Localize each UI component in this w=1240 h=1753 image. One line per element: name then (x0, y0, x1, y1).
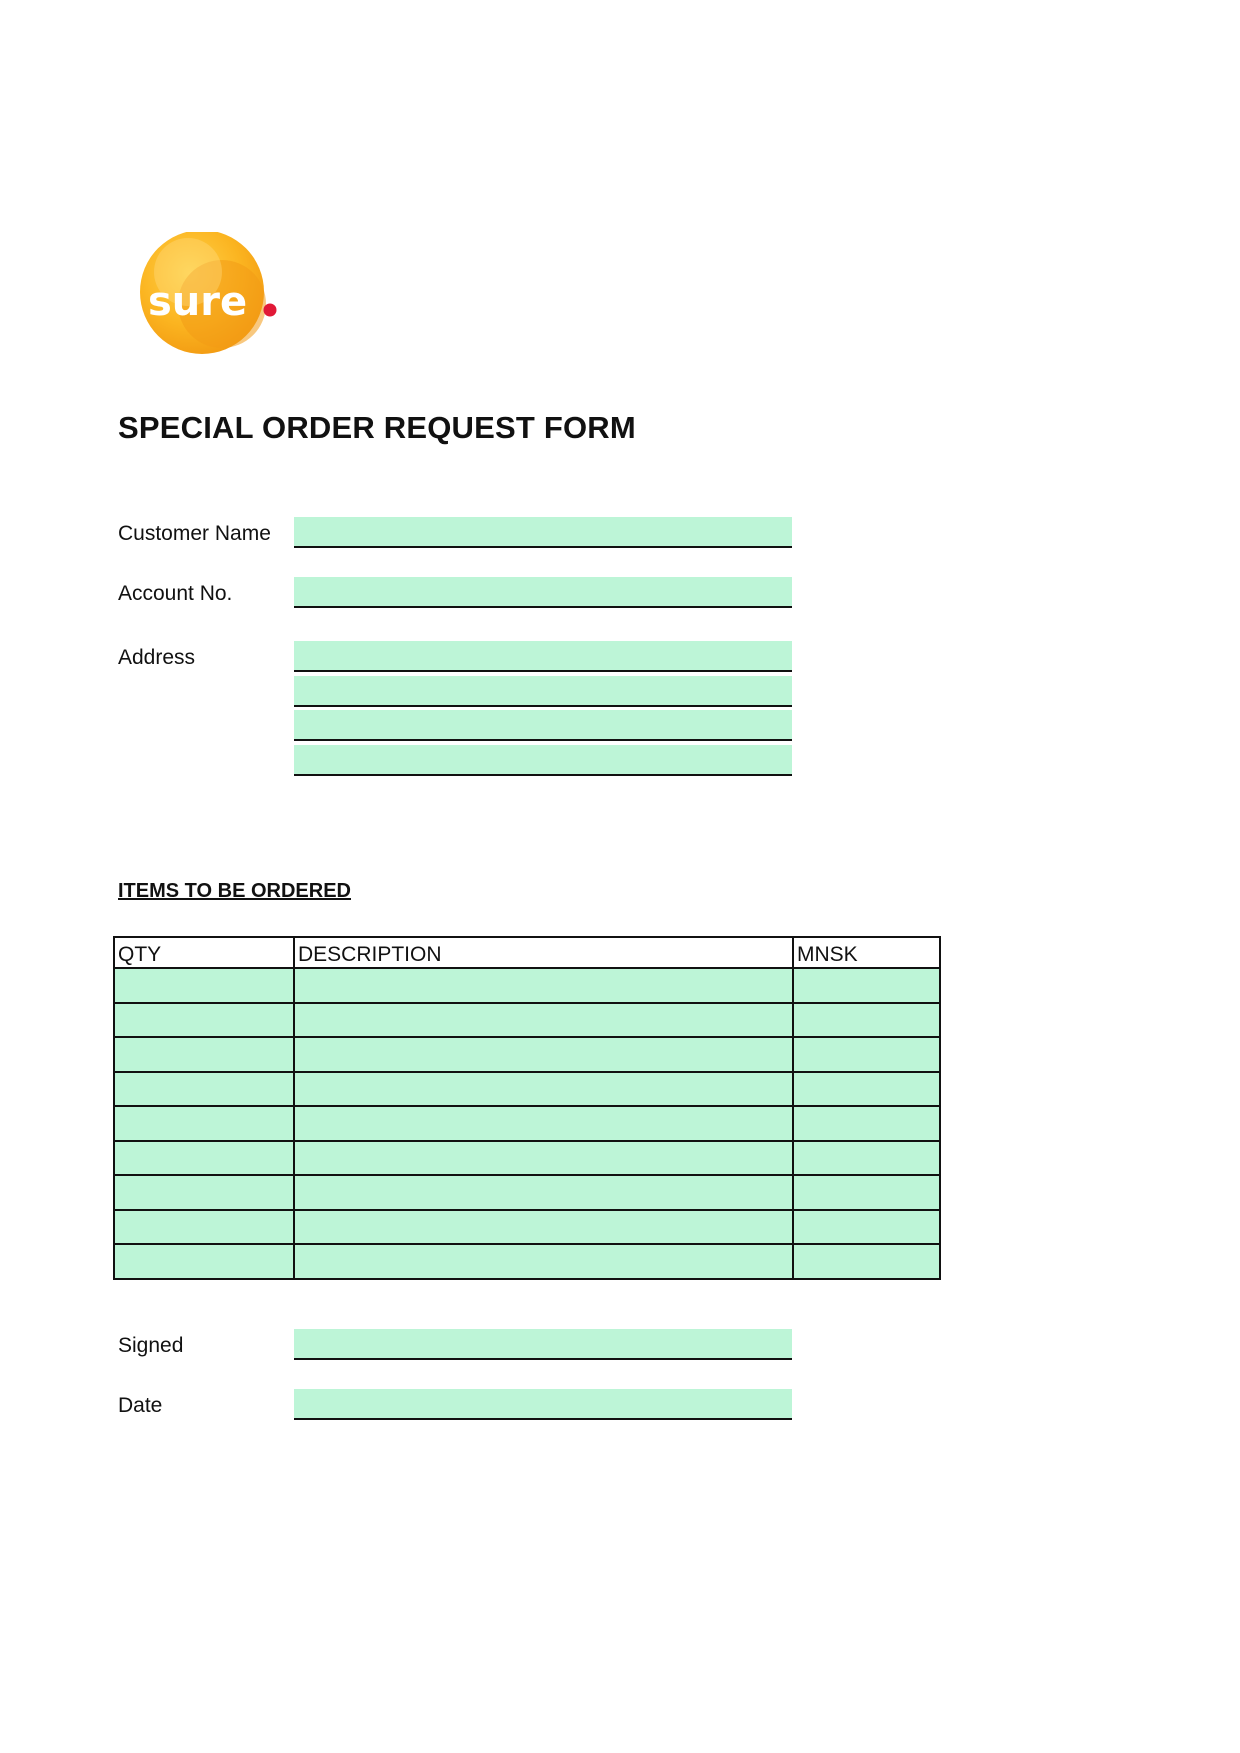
qty-cell[interactable] (114, 1072, 294, 1107)
description-column-header: DESCRIPTION (294, 937, 793, 968)
table-row (114, 1141, 940, 1176)
items-heading: ITEMS TO BE ORDERED (118, 880, 351, 902)
table-row (114, 1037, 940, 1072)
mnsk-cell[interactable] (793, 1106, 940, 1141)
description-cell[interactable] (294, 1210, 793, 1245)
description-cell[interactable] (294, 1244, 793, 1279)
customer-name-field[interactable] (294, 517, 792, 548)
table-row (114, 1210, 940, 1245)
account-no-label: Account No. (118, 582, 233, 605)
mnsk-cell[interactable] (793, 1037, 940, 1072)
mnsk-cell[interactable] (793, 1072, 940, 1107)
date-label: Date (118, 1394, 163, 1417)
mnsk-cell[interactable] (793, 1210, 940, 1245)
qty-cell[interactable] (114, 1210, 294, 1245)
logo-dot (264, 304, 277, 317)
date-field[interactable] (294, 1389, 792, 1420)
signed-field[interactable] (294, 1329, 792, 1360)
mnsk-column-header: MNSK (793, 937, 940, 968)
description-cell[interactable] (294, 1141, 793, 1176)
customer-name-label: Customer Name (118, 522, 271, 545)
qty-cell[interactable] (114, 1141, 294, 1176)
table-row (114, 1106, 940, 1141)
description-cell[interactable] (294, 968, 793, 1003)
account-no-field[interactable] (294, 577, 792, 608)
qty-cell[interactable] (114, 1106, 294, 1141)
table-header-row (114, 937, 940, 968)
mnsk-cell[interactable] (793, 1003, 940, 1038)
mnsk-cell[interactable] (793, 1141, 940, 1176)
logo-wordmark: sure (148, 279, 248, 325)
sure-logo (138, 232, 288, 354)
signed-label: Signed (118, 1334, 184, 1357)
qty-column-header: QTY (114, 937, 294, 968)
table-row (114, 1244, 940, 1279)
table-row (114, 968, 940, 1003)
description-cell[interactable] (294, 1106, 793, 1141)
qty-cell[interactable] (114, 1003, 294, 1038)
qty-cell[interactable] (114, 1244, 294, 1279)
mnsk-cell[interactable] (793, 1244, 940, 1279)
table-row (114, 1003, 940, 1038)
qty-cell[interactable] (114, 1175, 294, 1210)
table-row (114, 1072, 940, 1107)
address-label: Address (118, 646, 196, 669)
description-cell[interactable] (294, 1072, 793, 1107)
description-cell[interactable] (294, 1175, 793, 1210)
address-line-1-field[interactable] (294, 641, 792, 672)
description-cell[interactable] (294, 1037, 793, 1072)
items-table (113, 936, 941, 1280)
description-cell[interactable] (294, 1003, 793, 1038)
mnsk-cell[interactable] (793, 968, 940, 1003)
qty-cell[interactable] (114, 968, 294, 1003)
address-line-4-field[interactable] (294, 745, 792, 776)
address-line-3-field[interactable] (294, 710, 792, 741)
address-line-2-field[interactable] (294, 676, 792, 707)
qty-cell[interactable] (114, 1037, 294, 1072)
page-title: SPECIAL ORDER REQUEST FORM (118, 410, 636, 445)
mnsk-cell[interactable] (793, 1175, 940, 1210)
table-row (114, 1175, 940, 1210)
